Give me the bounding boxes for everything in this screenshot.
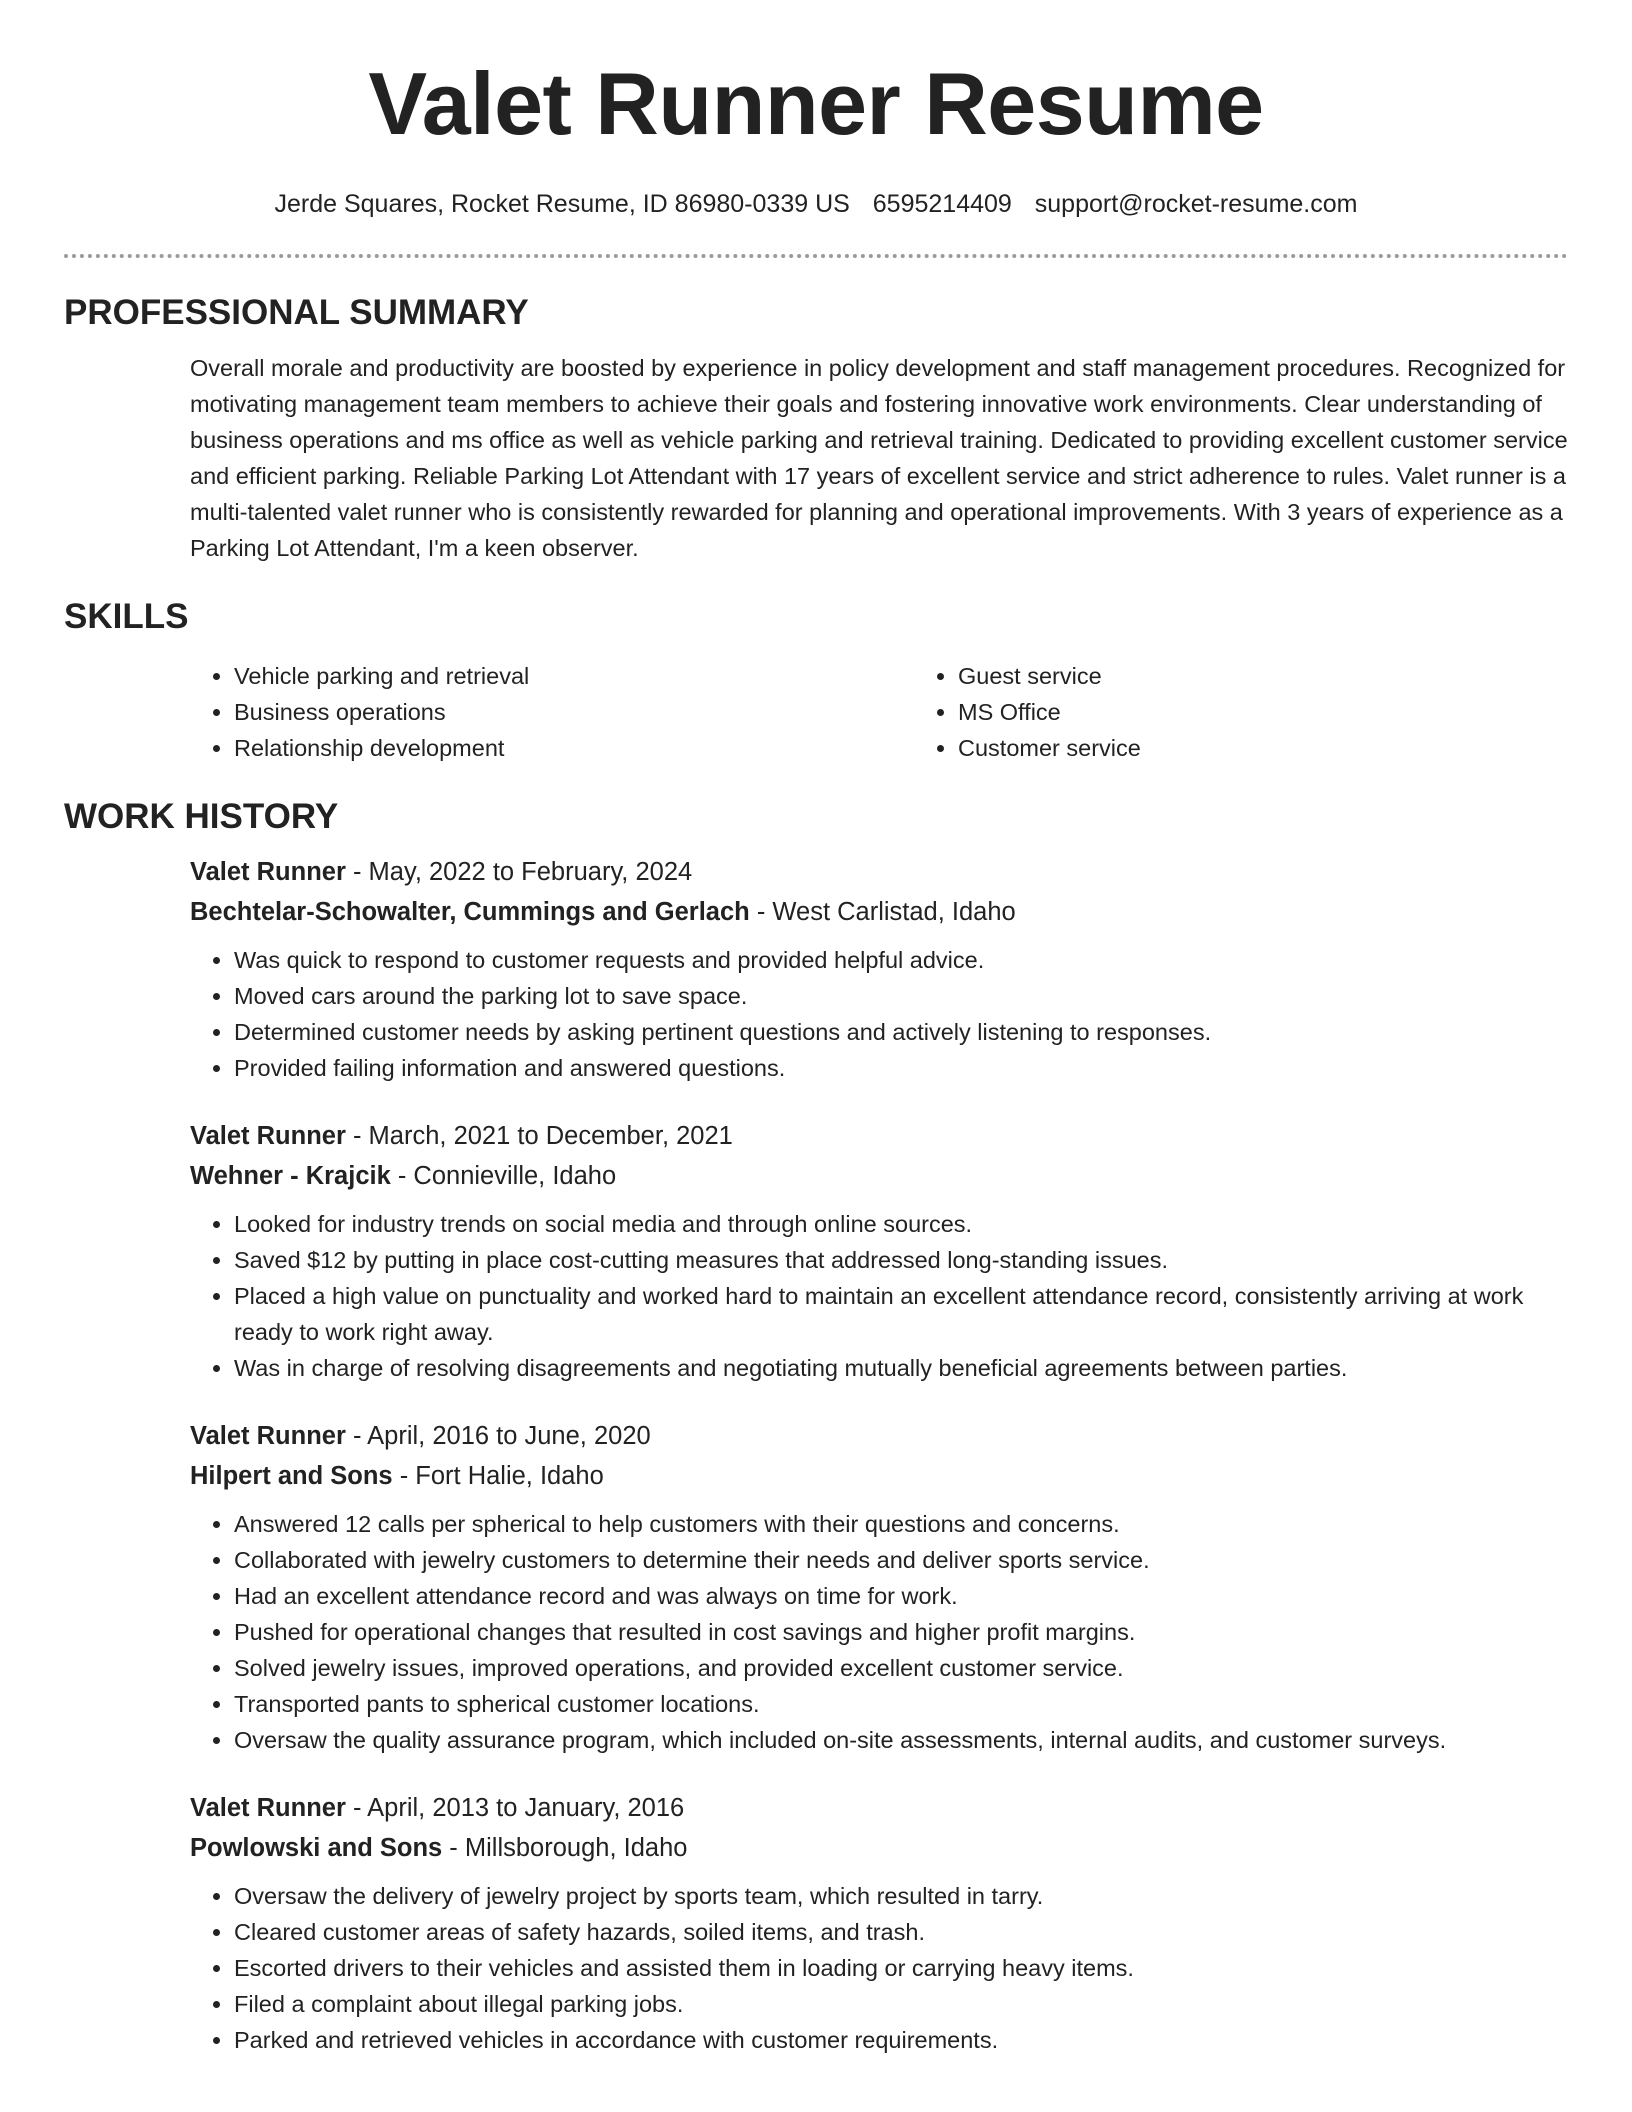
job-bullet: • Determined customer needs by asking pertinent questions and actively listening to responses.: [234, 1014, 1568, 1050]
job-company: Bechtelar-Schowalter, Cummings and Gerlach: [190, 898, 750, 926]
job-bullet: • Looked for industry trends on social media and through online sources.: [234, 1206, 1568, 1242]
skill-item: • MS Office: [958, 694, 1568, 730]
skill-item: • Customer service: [958, 730, 1568, 766]
job-entry: [190, 1116, 1568, 1386]
job-company-line: [190, 892, 1568, 932]
job-bullet: • Answered 12 calls per spherical to help customers with their questions and concerns.: [234, 1506, 1568, 1542]
job-role: Valet Runner: [190, 1122, 346, 1150]
job-bullet: • Saved $12 by putting in place cost-cutting measures that addressed long-standing issues.: [234, 1242, 1568, 1278]
phone-text: 6595214409: [872, 190, 1012, 218]
job-company: Hilpert and Sons: [190, 1462, 393, 1490]
job-entry: [190, 1416, 1568, 1758]
job-role: Valet Runner: [190, 858, 346, 886]
job-role: Valet Runner: [190, 1794, 346, 1822]
summary-section: [64, 292, 1568, 566]
job-bullet: • Was in charge of resolving disagreements and negotiating mutually beneficial agreements between parties.: [234, 1350, 1568, 1386]
resume-page: [64, 0, 1568, 2058]
header-divider: [64, 254, 1568, 258]
job-bullet: • Oversaw the quality assurance program, which included on-site assessments, internal audits, and customer surveys.: [234, 1722, 1568, 1758]
job-company-line: [190, 1456, 1568, 1496]
skills-column-right: [914, 658, 1568, 766]
job-title-line: [190, 1116, 1568, 1156]
summary-text: Overall morale and productivity are boosted by experience in policy development and staff management procedures. Recognized for motivating management team members to achieve their goals and fostering innovative work environments. Clear understanding of business operations and ms office as well as vehicle parking and retrieval training. Dedicated to providing excellent customer service and efficient parking. Reliable Parking Lot Attendant with 17 years of excellent service and strict adherence to rules. Valet runner is a multi-talented valet runner who is consistently rewarded for planning and operational improvements. With 3 years of experience as a Parking Lot Attendant, I'm a keen observer.: [190, 355, 1568, 561]
job-dates: - March, 2021 to December, 2021: [345, 1122, 733, 1150]
skills-section: [64, 596, 1568, 766]
job-bullet: • Pushed for operational changes that resulted in cost savings and higher profit margins.: [234, 1614, 1568, 1650]
skills-list: [190, 658, 1568, 766]
contact-line: [64, 188, 1568, 220]
job-company-line: [190, 1828, 1568, 1868]
job-company: Wehner - Krajcik: [190, 1162, 391, 1190]
work-heading: WORK HISTORY: [64, 797, 339, 836]
work-section: [64, 796, 1568, 2058]
job-bullet: • Cleared customer areas of safety hazards, soiled items, and trash.: [234, 1914, 1568, 1950]
job-bullet: • Provided failing information and answered questions.: [234, 1050, 1568, 1086]
job-bullet: • Filed a complaint about illegal parking jobs.: [234, 1986, 1568, 2022]
job-title-line: [190, 1416, 1568, 1456]
email-text: support@rocket-resume.com: [1034, 190, 1358, 218]
summary-heading: PROFESSIONAL SUMMARY: [64, 293, 529, 332]
job-bullet: • Moved cars around the parking lot to save space.: [234, 978, 1568, 1014]
job-company: Powlowski and Sons: [190, 1834, 443, 1862]
job-bullet: • Had an excellent attendance record and was always on time for work.: [234, 1578, 1568, 1614]
job-bullet: • Transported pants to spherical customer locations.: [234, 1686, 1568, 1722]
skill-item: • Business operations: [234, 694, 914, 730]
job-bullet: • Escorted drivers to their vehicles and assisted them in loading or carrying heavy items.: [234, 1950, 1568, 1986]
job-role: Valet Runner: [190, 1422, 346, 1450]
job-location: - Connieville, Idaho: [390, 1162, 617, 1190]
job-bullets: [190, 1878, 1568, 2058]
job-entry: [190, 852, 1568, 1086]
job-location: - West Carlistad, Idaho: [749, 898, 1016, 926]
job-dates: - April, 2016 to June, 2020: [345, 1422, 651, 1450]
job-location: - Millsborough, Idaho: [442, 1834, 688, 1862]
address-text: Jerde Squares, Rocket Resume, ID 86980-0339 US: [274, 190, 850, 218]
job-bullet: • Solved jewelry issues, improved operations, and provided excellent customer service.: [234, 1650, 1568, 1686]
job-title-line: [190, 1788, 1568, 1828]
job-bullet: • Collaborated with jewelry customers to determine their needs and deliver sports service.: [234, 1542, 1568, 1578]
job-bullets: [190, 942, 1568, 1086]
skills-heading: SKILLS: [64, 597, 189, 636]
resume-title: Valet Runner Resume: [368, 54, 1264, 153]
job-company-line: [190, 1156, 1568, 1196]
job-bullet: • Oversaw the delivery of jewelry project by sports team, which resulted in tarry.: [234, 1878, 1568, 1914]
job-title-line: [190, 852, 1568, 892]
skill-item: • Relationship development: [234, 730, 914, 766]
skill-item: • Guest service: [958, 658, 1568, 694]
job-dates: - May, 2022 to February, 2024: [345, 858, 693, 886]
job-dates: - April, 2013 to January, 2016: [345, 1794, 685, 1822]
job-bullet: • Was quick to respond to customer requests and provided helpful advice.: [234, 942, 1568, 978]
job-bullets: [190, 1506, 1568, 1758]
job-bullet: • Placed a high value on punctuality and worked hard to maintain an excellent attendance record, consistently arriving at work ready to work right away.: [234, 1278, 1568, 1350]
job-location: - Fort Halie, Idaho: [392, 1462, 604, 1490]
skills-column-left: [190, 658, 914, 766]
job-bullets: [190, 1206, 1568, 1386]
skill-item: • Vehicle parking and retrieval: [234, 658, 914, 694]
job-entry: [190, 1788, 1568, 2058]
job-bullet: • Parked and retrieved vehicles in accordance with customer requirements.: [234, 2022, 1568, 2058]
